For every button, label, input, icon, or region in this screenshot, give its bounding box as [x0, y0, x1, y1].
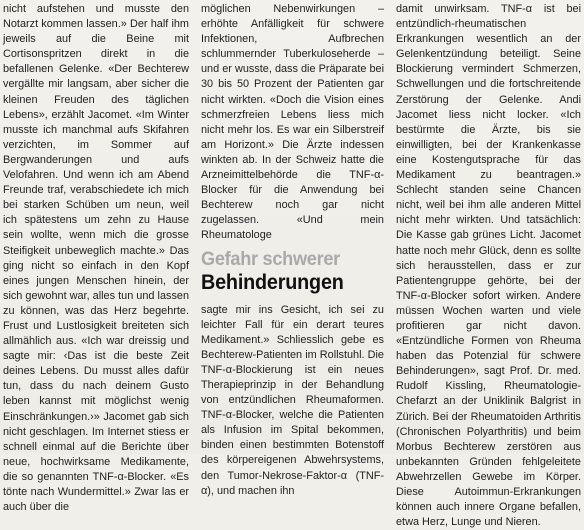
article-column-3	[396, 2, 581, 529]
subheadline-main: Behinderungen	[201, 269, 344, 294]
subheadline	[201, 248, 384, 295]
column-2-text-top: möglichen Nebenwirkungen – erhöhte Anfälligkeit für schwere Infektionen, Aufbrechen schlummernder Tuberkuloseherde – und er wusste, dass die Präparate bei 30 bis 50 Prozent der Patienten gar nicht wirkten. «Doch die Vision eines schmerzfreien Lebens liess mich nicht mehr los. Es war ein Silberstreif am Horizont.» Die Ärzte indessen winkten ab. In der Schweiz hatte die Arzneimittelbehörde die TNF-α-Blocker für die Anwendung bei Bechterew noch gar nicht zugelassen. «Und mein Rheumatologe	[201, 3, 384, 242]
article-column-2	[201, 2, 384, 497]
column-1-text: nicht aufstehen und musste den Notarzt kommen lassen.» Der half ihm jeweils auf die Beine mit Cortisonspritzen direkt in die befallenen Gelenke. «Der Bechterew vergällte mir langsam, aber sicher die kleinen Freuden des täglichen Lebens», erzählt Jacomet. «Im Winter musste ich manchmal aufs Skifahren verzichten, im Sommer auf Bergwanderungen und aufs Velofahren. Und wenn ich am Abend Freunde traf, verabschiedete ich mich bei starken Schüben um neun, weil ich spätestens um zehn zu Hause sein wollte, wenn mich die grosse Steifigkeit unbeweglich machte.» Das ging nicht so einfach in den Kopf eines jungen Menschen hinein, der sich gewohnt war, alles tun und lassen zu können, was das Herz begehrte. Frust und Lustlosigkeit breiteten sich allmählich aus. «Ich war dreissig und sagte mir: ‹Das ist die beste Zeit deines Lebens. Du musst alles dafür tun, dass du nach deinem Gusto leben kannst mit möglichst wenig Einschränkungen.›» Jacomet gab sich nicht geschlagen. Im Internet stiess er schnell einmal auf die Berichte über neue, hochwirksame Medikamente, die so genannten TNF-α-Blocker. «Es tönte nach Wundermittel.» Zwar las er auch über die	[3, 3, 189, 514]
article-column-1	[3, 2, 189, 514]
column-2-text-bottom: sagte mir ins Gesicht, ich sei zu leichter Fall für ein derart teures Medikament.» Schliesslich gebe es Bechterew-Patienten im Rollstuhl. Die TNF-α-Blockierung ist ein neues Therapieprinzip in der Behandlung von entzündlichen Rheumaformen. TNF-α-Blocker, welche die Patienten als Infusion im Spital bekommen, binden einen bestimmten Botenstoff des körpereigenen Abwehrsystems, den Tumor-Nekrose-Faktor-α (TNF-α), und machen ihn	[201, 303, 384, 497]
column-3-text: damit unwirksam. TNF-α ist bei entzündlich-rheumatischen Erkrankungen wesentlich an der Gelenkentzündung beteiligt. Seine Blockierung vermindert Schmerzen, Schwellungen und die fortschreitende Zerstörung der Gelenke. Andi Jacomet liess nicht locker. «Ich bestürmte die Ärzte, bis sie einwilligten, bei der Krankenkasse eine Kostengutsprache für das Medikament zu beantragen.» Schlecht standen seine Chancen nicht, weil bei ihm alle anderen Mittel nicht mehr wirkten. Und tatsächlich: Die Kasse gab grünes Licht. Jacomet hatte noch mehr Glück, denn es sollte sich herausstellen, dass er zur Patientengruppe gehörte, bei der TNF-α-Blocker sofort wirken. Andere müssen Wochen warten und viele profitieren gar nicht davon. «Entzündliche Formen von Rheuma haben das Potenzial für schwere Behinderungen», sagt Prof. Dr. med. Rudolf Kissling, Rheumatologie-Chefarzt an der Uniklinik Balgrist in Zürich. Bei der Rheumatoiden Arthritis (Chronischen Polyarthritis) und beim Morbus Bechterew zerstören aus unbekannten Gründen fehlgeleitete Abwehrzellen Gewebe im Körper. Diese Autoimmun-Erkrankungen können auch innere Organe befallen, etwa Herz, Lunge und Nieren.	[396, 3, 581, 529]
subheadline-kicker: Gefahr schwerer	[201, 247, 340, 270]
